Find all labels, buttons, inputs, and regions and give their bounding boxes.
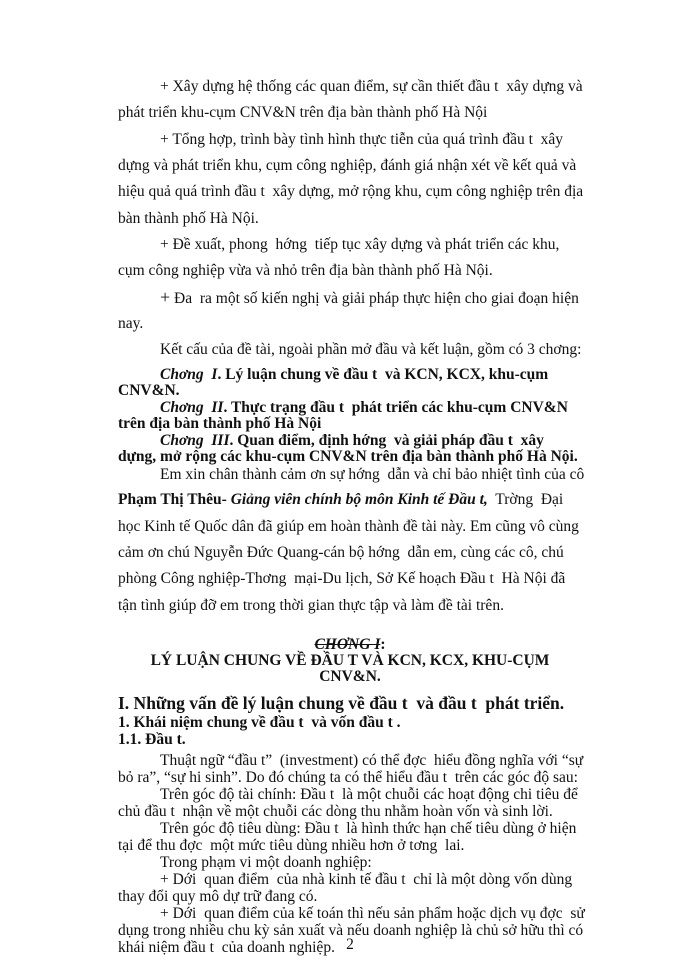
outline-chapter-1-line-2: CNV&N.	[118, 382, 180, 399]
chapter-heading-label: CHƠNG I	[314, 636, 381, 653]
section-heading-1-1: 1.1. Đầu t.	[118, 731, 186, 748]
objective-4-line-2: nay.	[118, 315, 144, 332]
chapter-heading-colon: :	[380, 636, 386, 653]
outline-chapter-1	[160, 366, 548, 384]
objective-2-line-2: dựng và phát triển khu, cụm công nghiệp, đánh giá nhận xét về kết quả và	[118, 157, 577, 174]
chapter-title-line-1: LÝ LUẬN CHUNG VỀ ĐẦU T VÀ KCN, KCX, KHU-CỤM	[150, 652, 550, 669]
body-a-line-1: Thuật ngữ “đầu t” (investment) có thể đợc hiểu đồng nghĩa với “sự	[160, 752, 584, 769]
objective-2-line-4: bàn thành phố Hà Nội.	[118, 210, 259, 227]
outline-chapter-3-line-2: dựng, mở rộng các khu-cụm CNV&N trên địa bàn thành phố Hà Nội.	[118, 448, 578, 465]
chapter-title-line-2: CNV&N.	[319, 668, 381, 685]
outline-chapter-2-label: Chơng II	[160, 399, 224, 416]
body-c-line-2: tại để thu đợc một mức tiêu dùng nhiều hơn ở tơng lai.	[118, 837, 465, 854]
thanks-line-6: tận tình giúp đỡ em trong thời gian thực tập và làm đề tài trên.	[118, 597, 504, 614]
outline-chapter-2-text: . Thực trạng đầu t phát triển các khu-cụm CNV&N	[223, 399, 568, 416]
objective-1-line-2: phát triển khu-cụm CNV&N trên địa bàn thành phố Hà Nội	[118, 104, 488, 121]
outline-chapter-1-label: Chơng I	[160, 366, 218, 383]
outline-chapter-2-line-2: trên địa bàn thành phố Hà Nội	[118, 415, 322, 432]
body-b-line-1: Trên góc độ tài chính: Đầu t là một chuỗi các hoạt động chi tiêu để	[160, 786, 578, 803]
advisor-title: Giảng viên chính bộ môn Kinh tế Đầu t,	[226, 491, 488, 508]
objective-4-line-1	[160, 288, 579, 308]
objective-3-line-2: cụm công nghiệp vừa và nhỏ trên địa bàn thành phố Hà Nội.	[118, 262, 493, 279]
plus-mark: +	[160, 287, 171, 307]
objective-2-line-3: hiệu quả quá trình đầu t xây dựng, mở rộng khu, cụm công nghiệp trên địa	[118, 183, 584, 200]
outline-chapter-3-text: . Quan điểm, định hớng và giải pháp đầu t xây	[229, 432, 544, 449]
body-e-line-1: + Dới quan điểm của nhà kinh tế đầu t chỉ là một dòng vốn dùng	[160, 871, 573, 888]
section-heading-i: I. Những vấn đề lý luận chung về đầu t và đầu t phát triển.	[118, 693, 565, 713]
objective-2-line-1: + Tổng hợp, trình bày tình hình thực tiễn của quá trình đầu t xây	[160, 131, 564, 148]
thanks-line-2-rest: Trờng Đại	[487, 491, 564, 508]
thanks-line-2	[118, 491, 563, 509]
thanks-line-3: học Kinh tế Quốc dân đã giúp em hoàn thành đề tài này. Em cũng vô cùng	[118, 518, 579, 535]
objective-4-text: Đa ra một số kiến nghị và giải pháp thực hiện cho giai đoạn hiện	[170, 290, 579, 307]
body-a-line-2: bỏ ra”, “sự hi sinh”. Do đó chúng ta có thể hiểu đầu t trên các góc độ sau:	[118, 769, 578, 786]
body-e-line-2: thay đổi quy mô dự trữ đang có.	[118, 888, 318, 905]
outline-chapter-1-text: . Lý luận chung về đầu t và KCN, KCX, khu-cụm	[217, 366, 549, 383]
body-f-line-3: khái niệm đầu t của doanh nghiệp.	[118, 939, 335, 956]
structure-intro: Kết cấu của đề tài, ngoài phần mở đầu và kết luận, gồm có 3 chơng:	[160, 341, 582, 358]
advisor-name: Phạm Thị Thêu-	[118, 491, 227, 508]
page-number: 2	[346, 936, 354, 953]
thanks-line-5: phòng Công nghiệp-Thơng mại-Du lịch, Sở Kế hoạch Đầu t Hà Nội đã	[118, 570, 566, 587]
body-c-line-1: Trên góc độ tiêu dùng: Đầu t là hình thức hạn chế tiêu dùng ở hiện	[160, 820, 577, 837]
thanks-line-4: cảm ơn chú Nguyễn Đức Quang-cán bộ hớng dẫn em, cùng các cô, chú	[118, 544, 564, 561]
outline-chapter-3-label: Chơng III	[160, 432, 230, 449]
body-d-line-1: Trong phạm vi một doanh nghiệp:	[160, 854, 372, 871]
body-f-line-2: dụng trong nhiều chu kỳ sản xuất và nếu doanh nghiệp là chủ sở hữu thì có	[118, 922, 584, 939]
objective-1-line-1: + Xây dựng hệ thống các quan điểm, sự cần thiết đầu t xây dựng và	[160, 78, 583, 95]
objective-3-line-1: + Đề xuất, phong hớng tiếp tục xây dựng và phát triển các khu,	[160, 236, 560, 253]
thanks-line-1: Em xin chân thành cảm ơn sự hớng dẫn và chỉ bảo nhiệt tình của cô	[160, 466, 585, 483]
body-b-line-2: chủ đầu t nhận về một chuỗi các dòng thu nhằm hoàn vốn và sinh lời.	[118, 803, 553, 820]
section-heading-1: 1. Khái niệm chung về đầu t và vốn đầu t .	[118, 714, 401, 731]
body-f-line-1: + Dới quan điểm của kế toán thì nếu sản phẩm hoặc dịch vụ đợc sử	[160, 905, 585, 922]
